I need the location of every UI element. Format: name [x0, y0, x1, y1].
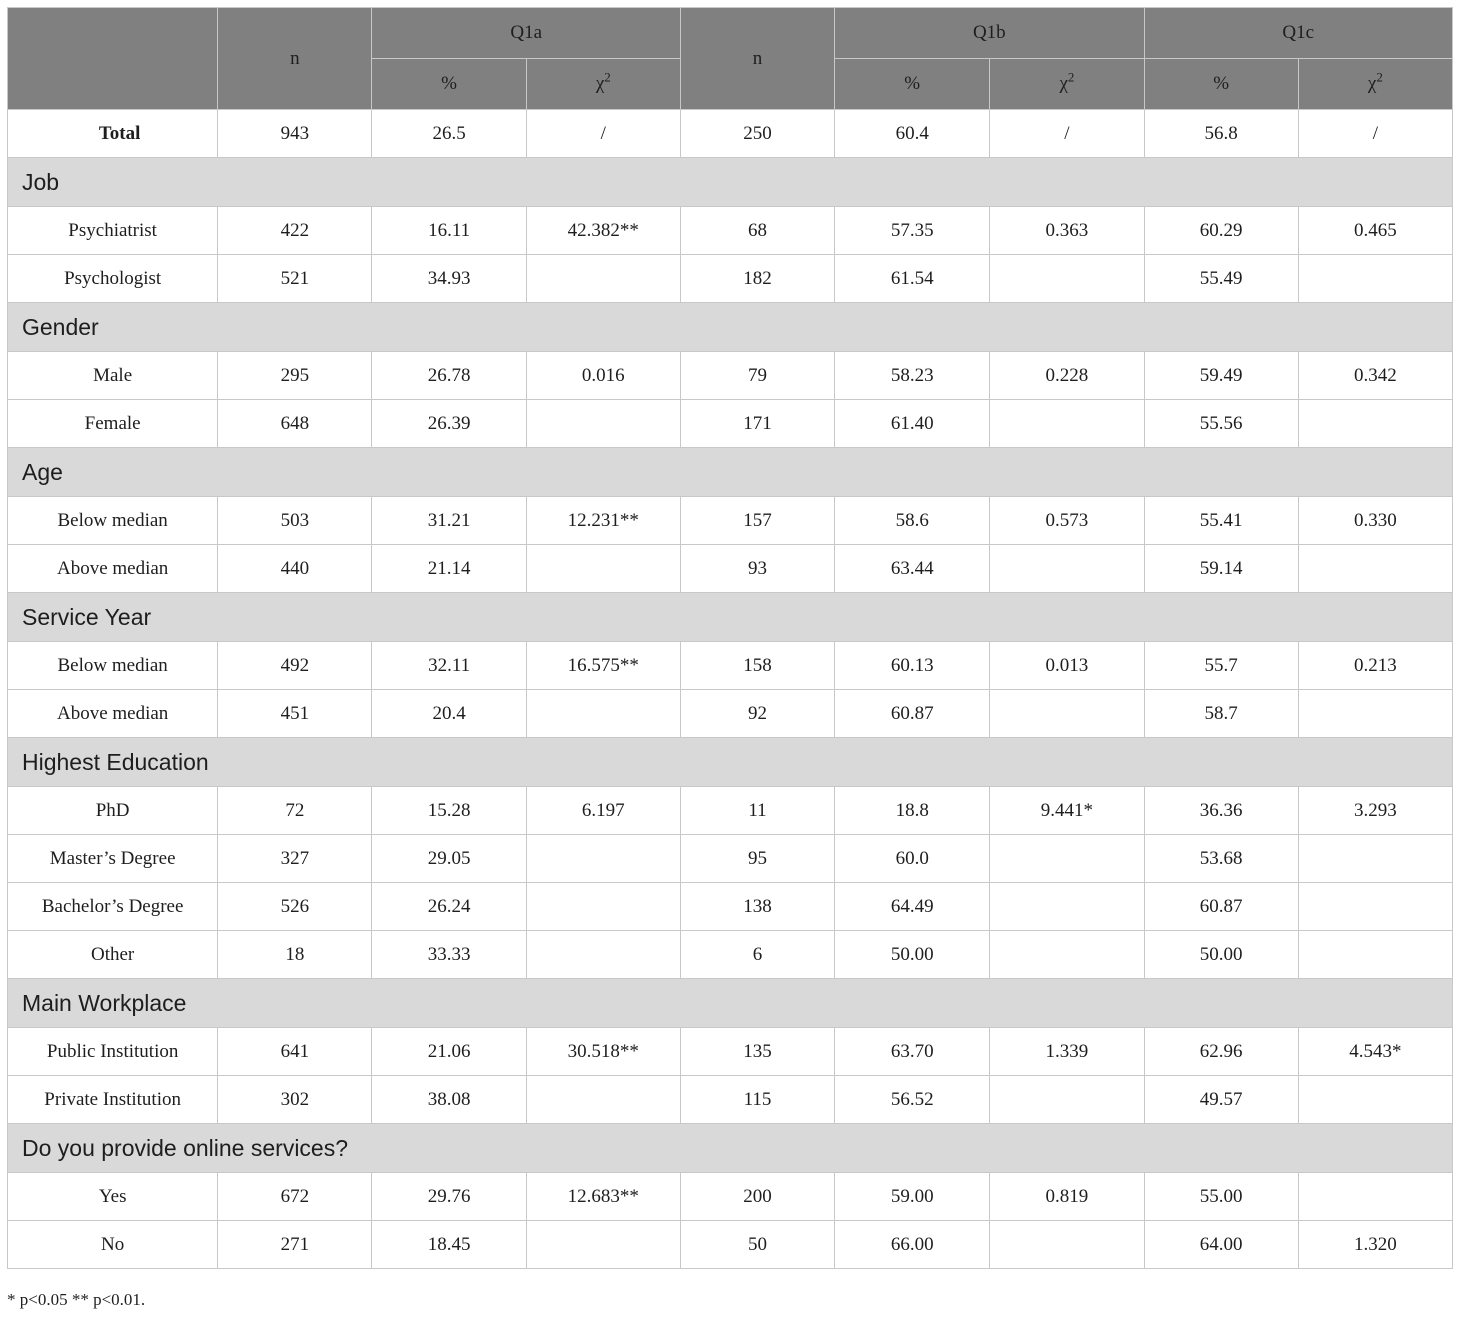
table-cell: 0.016 [526, 352, 680, 400]
group-label: Job [8, 158, 1453, 207]
table-cell: 58.23 [835, 352, 990, 400]
group-header-row [8, 303, 1453, 352]
table-cell [526, 545, 680, 593]
table-cell: 115 [680, 1076, 834, 1124]
table-row [8, 1221, 1453, 1269]
header-n-q1a: n [218, 8, 372, 110]
row-label: Public Institution [8, 1028, 218, 1076]
table-cell: 55.49 [1144, 255, 1298, 303]
group-header-row [8, 979, 1453, 1028]
header-chi-q1b: $\chi^2$ [990, 59, 1144, 110]
table-cell [990, 883, 1144, 931]
table-cell: 20.4 [372, 690, 526, 738]
row-label: Below median [8, 497, 218, 545]
table-cell: 68 [680, 207, 834, 255]
table-cell: 6 [680, 931, 834, 979]
table-cell: 0.363 [990, 207, 1144, 255]
group-label: Main Workplace [8, 979, 1453, 1028]
table-cell: 200 [680, 1173, 834, 1221]
table-cell: 26.78 [372, 352, 526, 400]
table-cell: 32.11 [372, 642, 526, 690]
table-cell: 55.00 [1144, 1173, 1298, 1221]
table-cell [1298, 883, 1452, 931]
table-cell: 26.5 [372, 110, 526, 158]
table-cell: 18 [218, 931, 372, 979]
table-cell: 30.518** [526, 1028, 680, 1076]
row-label: Psychiatrist [8, 207, 218, 255]
table-cell [526, 400, 680, 448]
table-cell: 50.00 [1144, 931, 1298, 979]
header-pct-q1b: % [835, 59, 990, 110]
table-body [8, 110, 1453, 1269]
table-cell: 64.49 [835, 883, 990, 931]
table-row [8, 883, 1453, 931]
table-row [8, 1173, 1453, 1221]
table-cell: 15.28 [372, 787, 526, 835]
table-row [8, 207, 1453, 255]
header-pct-q1c: % [1144, 59, 1298, 110]
table-cell: 38.08 [372, 1076, 526, 1124]
table-cell [526, 690, 680, 738]
table-cell: 59.49 [1144, 352, 1298, 400]
row-label: Other [8, 931, 218, 979]
table-cell: 21.06 [372, 1028, 526, 1076]
results-table [7, 7, 1453, 1269]
row-label: Bachelor’s Degree [8, 883, 218, 931]
table-cell [990, 255, 1144, 303]
table-cell: 66.00 [835, 1221, 990, 1269]
table-cell [526, 835, 680, 883]
table-cell: 36.36 [1144, 787, 1298, 835]
table-cell: 503 [218, 497, 372, 545]
group-header-row [8, 158, 1453, 207]
table-row [8, 835, 1453, 883]
row-label: Private Institution [8, 1076, 218, 1124]
table-cell: 72 [218, 787, 372, 835]
table-cell [1298, 690, 1452, 738]
table-cell [1298, 835, 1452, 883]
table-cell [1298, 1076, 1452, 1124]
table-cell: 33.33 [372, 931, 526, 979]
table-cell: 0.013 [990, 642, 1144, 690]
table-row [8, 545, 1453, 593]
table-cell: 295 [218, 352, 372, 400]
table-cell: 171 [680, 400, 834, 448]
table-cell: 6.197 [526, 787, 680, 835]
group-label: Gender [8, 303, 1453, 352]
row-label: Below median [8, 642, 218, 690]
header-chi-q1a: $\chi^2$ [526, 59, 680, 110]
table-cell: 641 [218, 1028, 372, 1076]
group-label: Highest Education [8, 738, 1453, 787]
table-cell: 29.76 [372, 1173, 526, 1221]
table-cell [990, 545, 1144, 593]
table-cell: 18.45 [372, 1221, 526, 1269]
footnote: * p<0.05 ** p<0.01. [7, 1290, 146, 1309]
group-header-row [8, 1124, 1453, 1173]
row-label: Above median [8, 690, 218, 738]
table-cell: 56.52 [835, 1076, 990, 1124]
table-cell: 1.339 [990, 1028, 1144, 1076]
table-cell: 157 [680, 497, 834, 545]
table-cell: 135 [680, 1028, 834, 1076]
table-cell: 34.93 [372, 255, 526, 303]
table-cell: 58.7 [1144, 690, 1298, 738]
table-cell: 302 [218, 1076, 372, 1124]
table-cell [990, 931, 1144, 979]
group-header-row [8, 738, 1453, 787]
table-cell: 0.228 [990, 352, 1144, 400]
table-cell: / [1298, 110, 1452, 158]
table-cell: 12.683** [526, 1173, 680, 1221]
table-cell [526, 255, 680, 303]
table-cell [990, 400, 1144, 448]
table-row [8, 497, 1453, 545]
table-cell: 55.56 [1144, 400, 1298, 448]
table-cell [990, 1221, 1144, 1269]
table-cell: 16.11 [372, 207, 526, 255]
table-cell [526, 1221, 680, 1269]
table-cell [1298, 255, 1452, 303]
group-header-row [8, 448, 1453, 497]
table-cell: 16.575** [526, 642, 680, 690]
table-cell: 18.8 [835, 787, 990, 835]
table-cell: 21.14 [372, 545, 526, 593]
table-cell: 138 [680, 883, 834, 931]
header-chi-q1c: $\chi^2$ [1298, 59, 1452, 110]
corner-cell [8, 8, 218, 110]
table-cell: 60.87 [1144, 883, 1298, 931]
table-cell [526, 931, 680, 979]
table-cell: 79 [680, 352, 834, 400]
table-cell: 63.70 [835, 1028, 990, 1076]
table-cell: 1.320 [1298, 1221, 1452, 1269]
table-cell: 440 [218, 545, 372, 593]
table-cell: 451 [218, 690, 372, 738]
table-cell: 55.7 [1144, 642, 1298, 690]
table-cell: 60.87 [835, 690, 990, 738]
table-row [8, 352, 1453, 400]
table-cell: 55.41 [1144, 497, 1298, 545]
row-label: Female [8, 400, 218, 448]
table-cell: 250 [680, 110, 834, 158]
table-cell: / [526, 110, 680, 158]
table-cell: / [990, 110, 1144, 158]
table-cell: 57.35 [835, 207, 990, 255]
header-pct-q1a: % [372, 59, 526, 110]
table-cell: 327 [218, 835, 372, 883]
table-cell: 92 [680, 690, 834, 738]
group-label: Do you provide online services? [8, 1124, 1453, 1173]
table-cell: 943 [218, 110, 372, 158]
table-cell: 0.342 [1298, 352, 1452, 400]
table-cell: 29.05 [372, 835, 526, 883]
table-cell: 0.330 [1298, 497, 1452, 545]
table-cell: 672 [218, 1173, 372, 1221]
table-cell: 58.6 [835, 497, 990, 545]
table-cell: 59.14 [1144, 545, 1298, 593]
table-cell: 93 [680, 545, 834, 593]
table-cell: 182 [680, 255, 834, 303]
group-label: Service Year [8, 593, 1453, 642]
table-cell: 62.96 [1144, 1028, 1298, 1076]
table-header [8, 8, 1453, 110]
group-header-row [8, 593, 1453, 642]
table-cell: 59.00 [835, 1173, 990, 1221]
table-cell: 31.21 [372, 497, 526, 545]
table-cell [990, 690, 1144, 738]
table-cell: 4.543* [1298, 1028, 1452, 1076]
header-n-q1b: n [680, 8, 834, 110]
table-cell [1298, 931, 1452, 979]
table-cell: 526 [218, 883, 372, 931]
table-cell: 11 [680, 787, 834, 835]
table-cell: 0.819 [990, 1173, 1144, 1221]
table-row [8, 255, 1453, 303]
table-cell: 61.54 [835, 255, 990, 303]
table-cell: 648 [218, 400, 372, 448]
row-label: Master’s Degree [8, 835, 218, 883]
row-label: Male [8, 352, 218, 400]
group-label: Age [8, 448, 1453, 497]
table-cell: 53.68 [1144, 835, 1298, 883]
table-row [8, 1076, 1453, 1124]
table-cell: 9.441* [990, 787, 1144, 835]
table-cell: 158 [680, 642, 834, 690]
table-cell: 49.57 [1144, 1076, 1298, 1124]
header-group-q1b: Q1b [835, 8, 1144, 59]
table-row [8, 400, 1453, 448]
table-cell [990, 1076, 1144, 1124]
table-cell: 60.4 [835, 110, 990, 158]
row-label: No [8, 1221, 218, 1269]
table-cell [1298, 400, 1452, 448]
row-label: Total [8, 110, 218, 158]
table-cell: 0.573 [990, 497, 1144, 545]
table-cell: 492 [218, 642, 372, 690]
table-row [8, 787, 1453, 835]
table-cell: 60.0 [835, 835, 990, 883]
table-cell: 56.8 [1144, 110, 1298, 158]
row-label: Psychologist [8, 255, 218, 303]
total-row [8, 110, 1453, 158]
table-cell [526, 1076, 680, 1124]
row-label: Yes [8, 1173, 218, 1221]
header-group-q1c: Q1c [1144, 8, 1452, 59]
table-cell: 0.465 [1298, 207, 1452, 255]
table-cell: 50 [680, 1221, 834, 1269]
header-group-q1a: Q1a [372, 8, 680, 59]
table-cell: 3.293 [1298, 787, 1452, 835]
table-cell: 63.44 [835, 545, 990, 593]
table-cell: 271 [218, 1221, 372, 1269]
table-cell: 64.00 [1144, 1221, 1298, 1269]
table-cell: 521 [218, 255, 372, 303]
table-cell: 50.00 [835, 931, 990, 979]
row-label: Above median [8, 545, 218, 593]
table-cell [526, 883, 680, 931]
table-row [8, 642, 1453, 690]
table-cell: 60.29 [1144, 207, 1298, 255]
table-cell: 12.231** [526, 497, 680, 545]
table-row [8, 1028, 1453, 1076]
table-cell: 95 [680, 835, 834, 883]
table-cell: 0.213 [1298, 642, 1452, 690]
table-cell [1298, 1173, 1452, 1221]
table-cell: 26.39 [372, 400, 526, 448]
table-cell: 60.13 [835, 642, 990, 690]
table-cell: 42.382** [526, 207, 680, 255]
table-cell: 422 [218, 207, 372, 255]
table-cell [990, 835, 1144, 883]
table-cell: 61.40 [835, 400, 990, 448]
row-label: PhD [8, 787, 218, 835]
table-cell: 26.24 [372, 883, 526, 931]
table-row [8, 931, 1453, 979]
table-row [8, 690, 1453, 738]
table-cell [1298, 545, 1452, 593]
